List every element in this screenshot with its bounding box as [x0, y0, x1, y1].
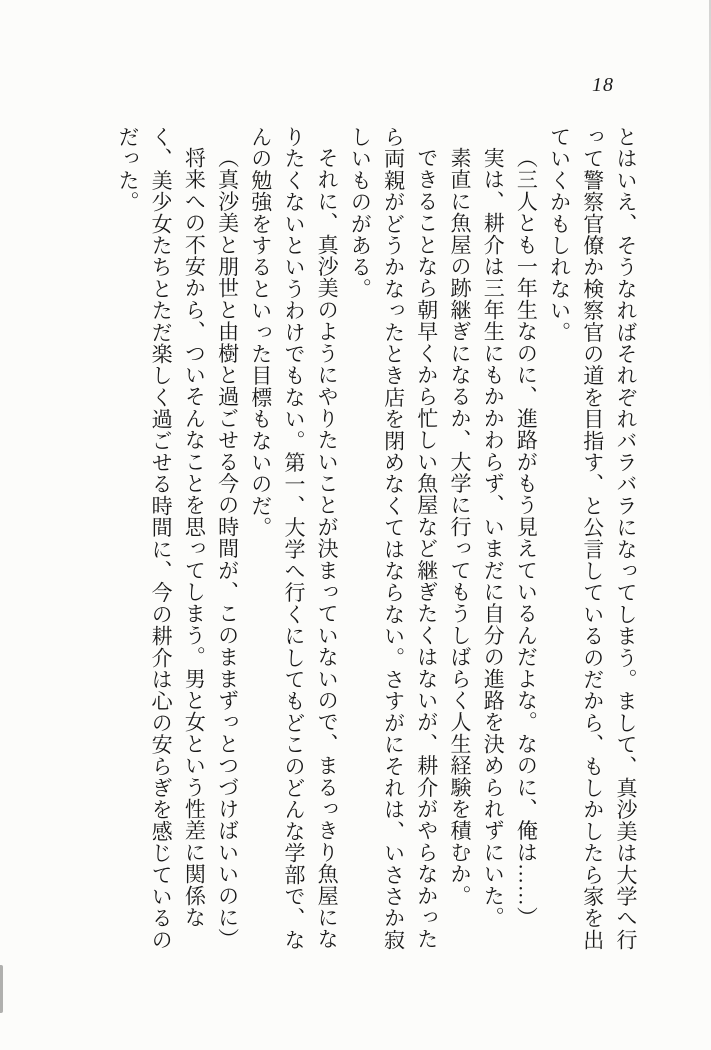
paragraph: 実は、耕介は三年生にもかかわらず、いまだに自分の進路を決められずにいた。: [481, 147, 506, 929]
page-number: 18: [592, 74, 614, 96]
paragraph: （真沙美と朋世と由樹と過ごせる今の時間が、このままずっとつづけばいいのに）: [215, 147, 240, 950]
scan-edge-artifact-left: [0, 965, 3, 1013]
paragraph: それに、真沙美のようにやりたいことが決まっていないので、まるっきり魚屋になりたくないというわけでもない。第一、大学へ行くにしてもどこのどんな学部で、なんの勉強をするといった目標もないのだ。: [248, 126, 340, 951]
paragraph: 素直に魚屋の跡継ぎになるか、大学に行ってもうしばらく人生経験を積むか。: [447, 147, 472, 907]
paragraph: （三人とも一年生なのに、進路がもう見えているんだよな。なのに、俺は……）: [514, 147, 539, 929]
paragraph: 将来への不安から、ついそんなことを思ってしまう。男と女という性差に関係なく、美少女たちとただ楽しく過ごせる時間に、今の耕介は心の安らぎを感じているのだった。: [115, 126, 207, 951]
body-text: [106, 126, 642, 954]
paragraph: とはいえ、そうなればそれぞれバラバラになってしまう。まして、真沙美は大学へ行って警察官僚か検察官の道を目指す、と公言しているのだから、もしかしたら家を出ていくかもしれない。: [547, 126, 638, 951]
paragraph: できることなら朝早くから忙しい魚屋など継ぎたくはないが、耕介がやらなかったら両親がどうかなったとき店を閉めなくてはならない。さすがにそれは、いささか寂しいものがある。: [348, 126, 439, 951]
